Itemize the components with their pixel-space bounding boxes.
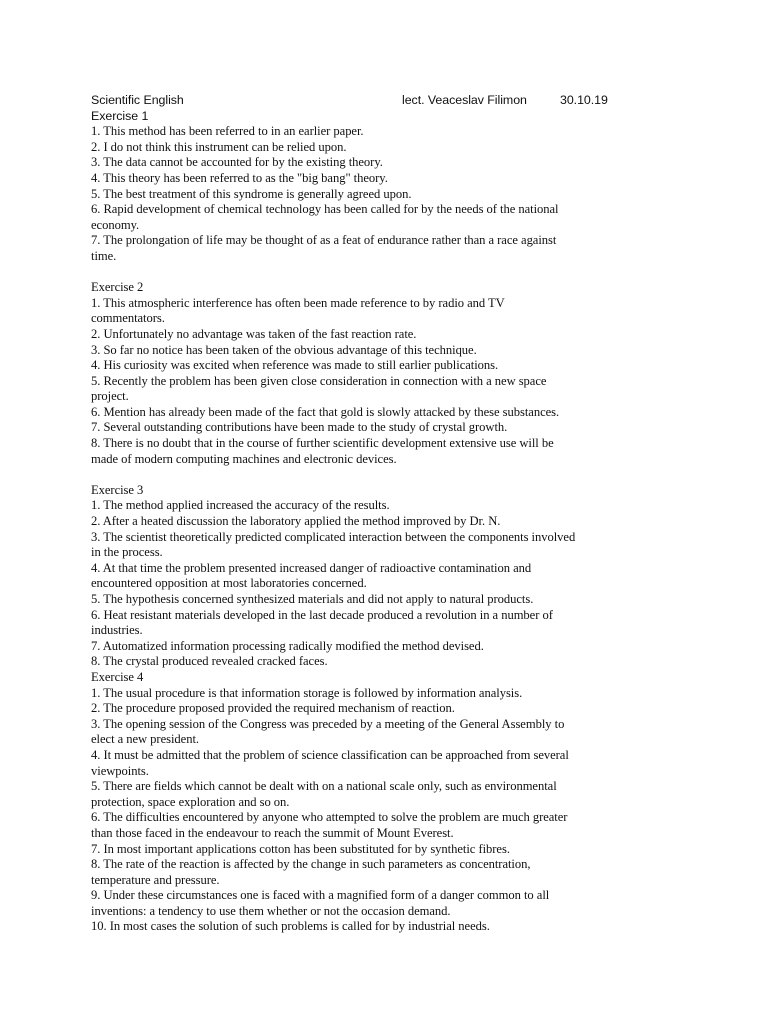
exercise-line: 2. After a heated discussion the laboratory applied the method improved by Dr. N. — [91, 514, 501, 529]
exercise-line: made of modern computing machines and electronic devices. — [91, 451, 397, 466]
exercise-line: 10. In most cases the solution of such problems is called for by industrial needs. — [91, 919, 490, 934]
exercise-line: 7. In most important applications cotton has been substituted for by synthetic fibres. — [91, 841, 510, 856]
exercise-line: protection, space exploration and so on. — [91, 794, 290, 809]
exercise-line: 1. The method applied increased the accuracy of the results. — [91, 498, 390, 513]
exercise-line: 4. It must be admitted that the problem of science classification can be approached from several — [91, 747, 569, 762]
exercise-line: time. — [91, 248, 117, 263]
exercise-line: industries. — [91, 623, 143, 638]
section-spacer — [91, 265, 691, 281]
exercise-line: 6. Mention has already been made of the fact that gold is slowly attacked by these substances. — [91, 404, 560, 419]
exercise-line: 8. The crystal produced revealed cracked faces. — [91, 654, 328, 669]
exercise-line: 9. Under these circumstances one is faced with a magnified form of a danger common to all — [91, 888, 550, 903]
exercise-line: 4. At that time the problem presented increased danger of radioactive contamination and — [91, 560, 532, 575]
exercise-line: 6. The difficulties encountered by anyone who attempted to solve the problem are much greater — [91, 810, 568, 825]
exercise-line: elect a new president. — [91, 732, 199, 747]
exercise-line: inventions: a tendency to use them whether or not the occasion demand. — [91, 903, 451, 918]
exercise-line: 6. Heat resistant materials developed in the last decade produced a revolution in a number of — [91, 607, 553, 622]
exercise-4 — [91, 670, 691, 935]
exercise-line: project. — [91, 389, 129, 404]
exercise-1 — [91, 109, 691, 265]
document-body — [91, 93, 691, 935]
exercise-line: encountered opposition at most laboratories concerned. — [91, 576, 367, 591]
exercise-line: 1. The usual procedure is that information storage is followed by information analysis. — [91, 685, 523, 700]
exercise-line: 3. The opening session of the Congress was preceded by a meeting of the General Assembly to — [91, 716, 565, 731]
exercise-line: 3. The data cannot be accounted for by the existing theory. — [91, 155, 383, 170]
exercise-line: 3. So far no notice has been taken of the obvious advantage of this technique. — [91, 342, 477, 357]
section-spacer — [91, 467, 691, 483]
exercise-title: Exercise 3 — [91, 482, 144, 497]
exercise-line: 2. I do not think this instrument can be relied upon. — [91, 139, 347, 154]
exercise-line: temperature and pressure. — [91, 872, 220, 887]
exercise-line: 5. There are fields which cannot be dealt with on a national scale only, such as environmental — [91, 779, 557, 794]
exercise-line: 5. The hypothesis concerned synthesized materials and did not apply to natural products. — [91, 592, 534, 606]
exercise-line: 2. Unfortunately no advantage was taken of the fast reaction rate. — [91, 326, 417, 341]
exercise-line: than those faced in the endeavour to reach the summit of Mount Everest. — [91, 825, 454, 840]
exercise-line: 7. Several outstanding contributions have been made to the study of crystal growth. — [91, 420, 508, 435]
exercise-line: 4. This theory has been referred to as the "big bang" theory. — [91, 170, 388, 185]
exercise-2 — [91, 280, 691, 467]
exercise-line: 6. Rapid development of chemical technology has been called for by the needs of the national — [91, 202, 559, 217]
exercise-line: 1. This atmospheric interference has often been made reference to by radio and TV — [91, 295, 505, 310]
exercise-line: viewpoints. — [91, 763, 149, 778]
exercise-line: economy. — [91, 217, 140, 232]
exercise-line: 1. This method has been referred to in an earlier paper. — [91, 124, 364, 139]
exercise-line: 2. The procedure proposed provided the required mechanism of reaction. — [91, 701, 455, 716]
exercise-line: 8. The rate of the reaction is affected by the change in such parameters as concentration, — [91, 857, 531, 872]
exercise-title: Exercise 2 — [91, 280, 144, 295]
exercise-line: 5. Recently the problem has been given close consideration in connection with a new space — [91, 373, 547, 388]
exercise-line: 5. The best treatment of this syndrome is generally agreed upon. — [91, 186, 412, 201]
exercise-3 — [91, 483, 691, 670]
lecturer-name: lect. Veaceslav Filimon — [402, 93, 527, 107]
course-title: Scientific English — [91, 93, 184, 107]
document-date: 30.10.19 — [560, 93, 608, 107]
exercise-title: Exercise 4 — [91, 669, 144, 684]
exercise-line: in the process. — [91, 545, 163, 560]
exercise-line: 7. The prolongation of life may be thought of as a feat of endurance rather than a race against — [91, 233, 557, 248]
exercise-line: 8. There is no doubt that in the course of further scientific development extensive use will be — [91, 436, 554, 451]
exercise-title: Exercise 1 — [91, 108, 149, 123]
exercise-line: 7. Automatized information processing radically modified the method devised. — [91, 638, 484, 653]
document-header — [91, 93, 691, 109]
exercise-line: 3. The scientist theoretically predicted complicated interaction between the components involved — [91, 529, 576, 544]
exercise-line: commentators. — [91, 311, 165, 326]
exercise-line: 4. His curiosity was excited when reference was made to still earlier publications. — [91, 358, 499, 373]
